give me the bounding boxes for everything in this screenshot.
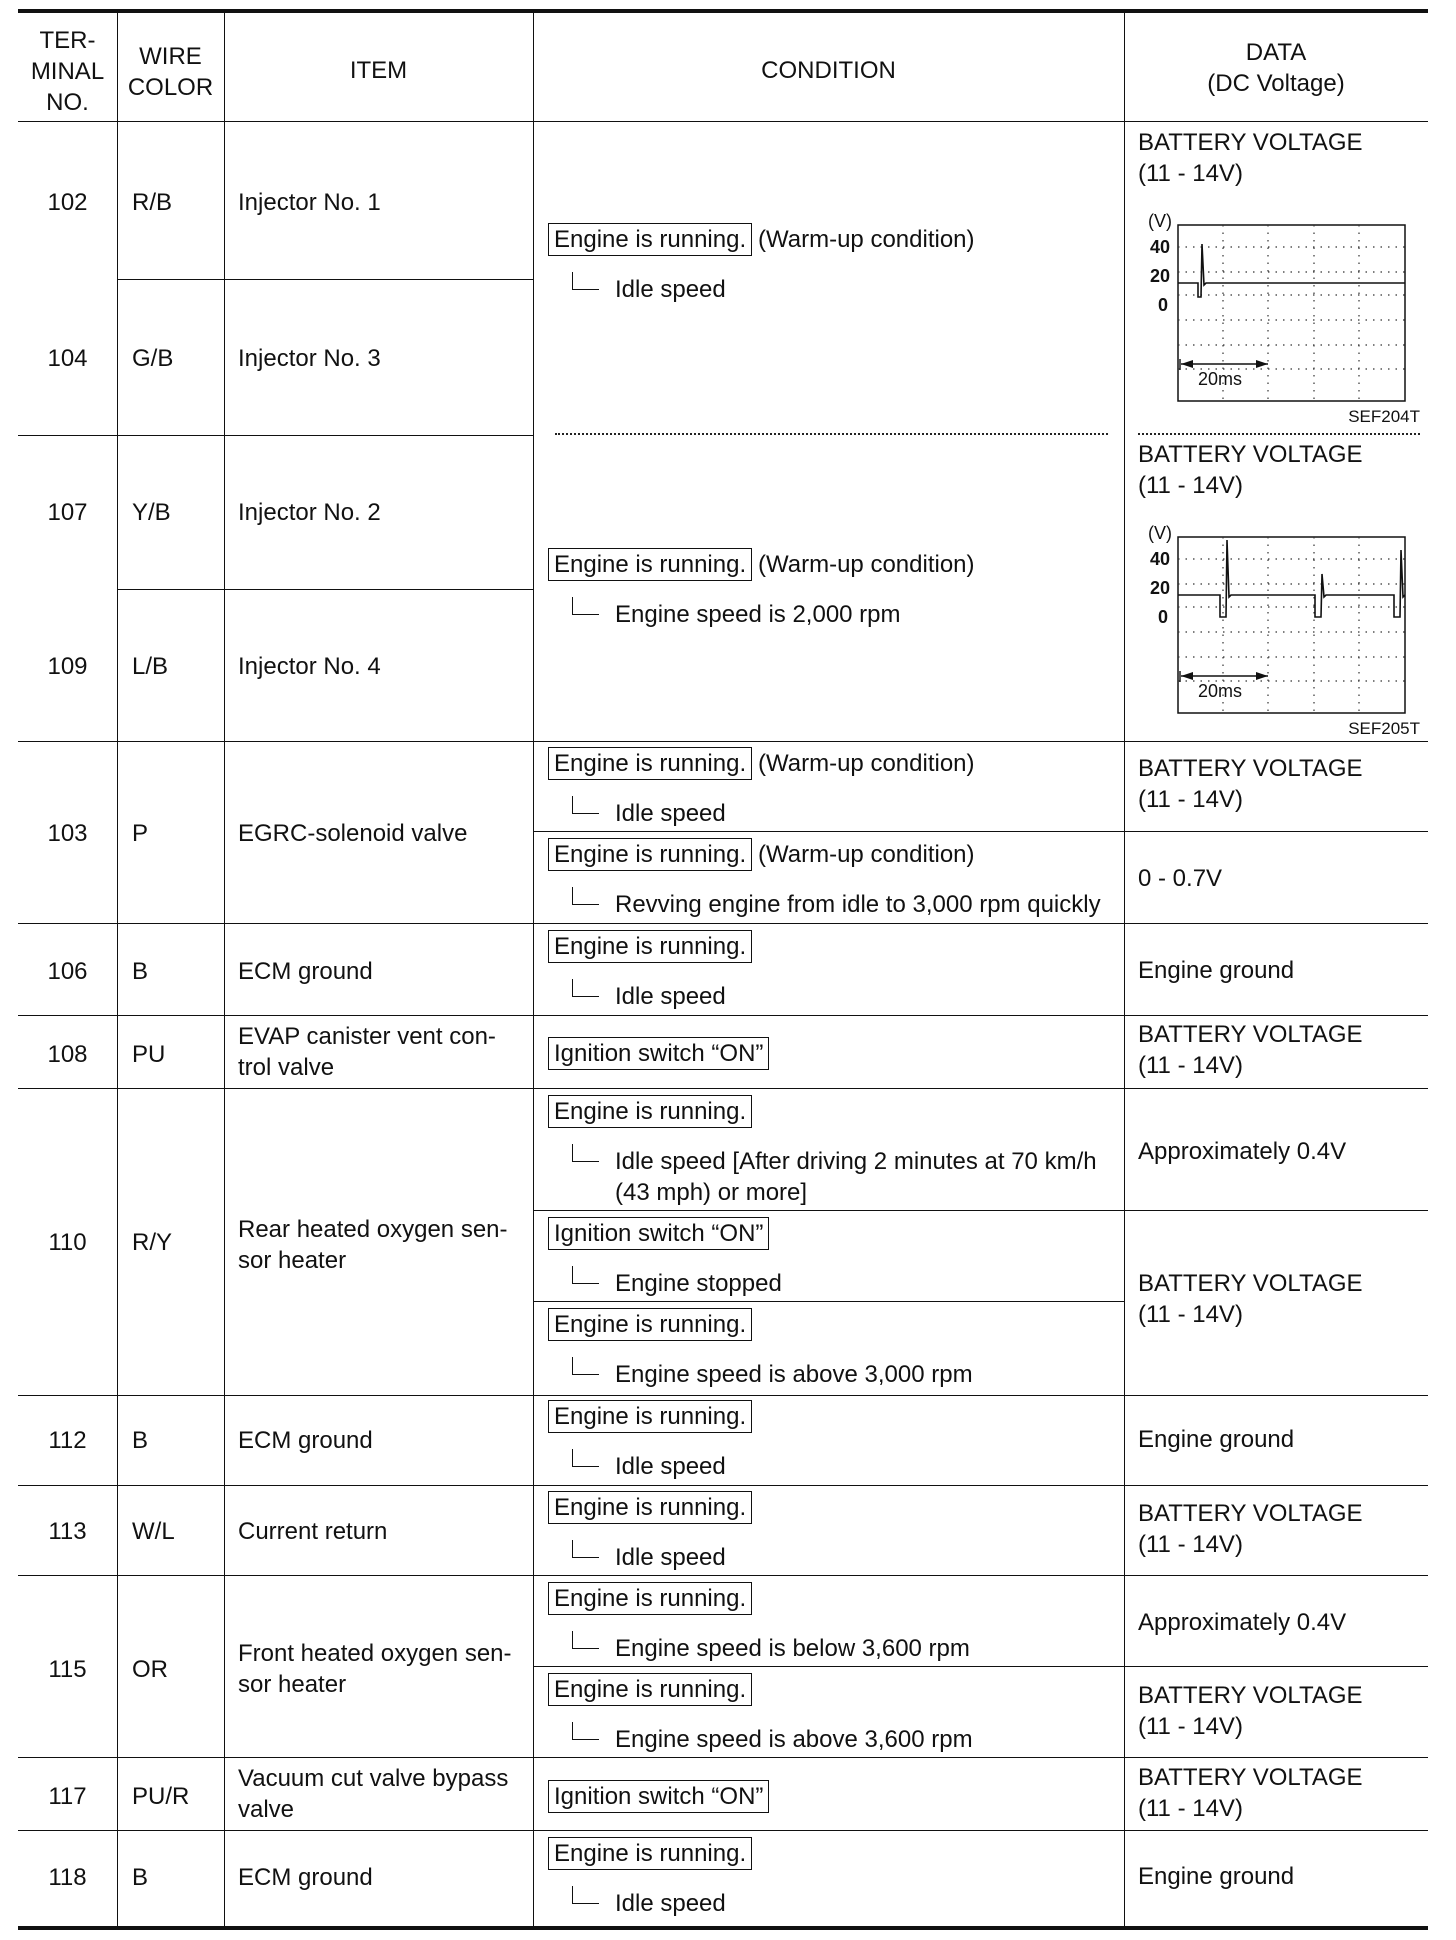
header-wire-l2: COLOR — [127, 74, 214, 101]
wire-112: B — [132, 1427, 149, 1454]
inj-cond1-warmup: (Warm-up condition) — [758, 226, 975, 253]
row-sep-110 — [18, 1088, 1428, 1089]
table-top-border — [18, 9, 1428, 13]
col-divider-2 — [224, 11, 225, 1926]
item-102: Injector No. 1 — [238, 189, 381, 216]
inj-data2-battery: BATTERY VOLTAGE — [1138, 441, 1363, 468]
terminal-104: 104 — [47, 345, 88, 372]
r113-cond-branch — [572, 1540, 599, 1558]
inj-cond1-branch — [572, 272, 599, 290]
scope-waveform-1 — [1138, 210, 1428, 428]
terminal-107: 107 — [47, 499, 88, 526]
item-113: Current return — [238, 1518, 388, 1545]
inj-data2-range: (11 - 14V) — [1138, 472, 1243, 499]
r112-cond-engine-running: Engine is running. — [548, 1400, 752, 1433]
r103-cond1-idle: Idle speed — [615, 800, 726, 827]
r103-cond2-sub: Revving engine from idle to 3,000 rpm quickly — [615, 891, 1101, 918]
item-110-l1: Rear heated oxygen sen- — [238, 1216, 508, 1243]
row-sep-106 — [18, 923, 1428, 924]
r115-cond2-engine-running: Engine is running. — [548, 1673, 752, 1706]
r115-data2-range: (11 - 14V) — [1138, 1713, 1243, 1740]
row110-subline-2 — [533, 1301, 1124, 1302]
col-divider-3 — [533, 11, 534, 1926]
terminal-108: 108 — [47, 1041, 88, 1068]
r110-cond1-branch — [572, 1144, 599, 1162]
inj-cond1-engine-running: Engine is running. — [548, 223, 752, 256]
item-112: ECM ground — [238, 1427, 373, 1454]
inj-cond2-branch — [572, 597, 599, 615]
inj-divider-condition — [555, 433, 1108, 435]
scope-2-time: 20ms — [1198, 681, 1243, 701]
r106-cond-engine-running: Engine is running. — [548, 930, 752, 963]
item-115-l1: Front heated oxygen sen- — [238, 1640, 512, 1667]
inj-line-2 — [18, 435, 533, 436]
r108-cond-ignition-on: Ignition switch “ON” — [548, 1037, 769, 1070]
wire-103: P — [132, 820, 149, 847]
scope-1-tick-40: 40 — [1150, 237, 1171, 257]
r115-cond2-sub: Engine speed is above 3,600 rpm — [615, 1726, 973, 1753]
r103-cond2-engine-running: Engine is running. — [548, 838, 752, 871]
row115-subline — [533, 1666, 1428, 1667]
r106-cond-idle: Idle speed — [615, 983, 726, 1010]
inj-cond1-idle: Idle speed — [615, 276, 726, 303]
scope-2-unit: (V) — [1148, 523, 1172, 543]
inj-data1-battery: BATTERY VOLTAGE — [1138, 129, 1363, 156]
inj-data1-range: (11 - 14V) — [1138, 160, 1243, 187]
header-terminal-l1: TER- — [39, 27, 96, 54]
terminal-118: 118 — [48, 1864, 87, 1891]
terminal-113: 113 — [48, 1518, 87, 1545]
wire-106: B — [132, 958, 149, 985]
header-wire-l1: WIRE — [139, 43, 202, 70]
r110-cond3-sub: Engine speed is above 3,000 rpm — [615, 1361, 973, 1388]
scope-1-time: 20ms — [1198, 369, 1243, 389]
r118-cond-branch — [572, 1886, 599, 1904]
scope-2-ref: SEF205T — [1348, 719, 1420, 738]
header-terminal-l3: NO. — [46, 89, 89, 116]
inj-cond2-speed: Engine speed is 2,000 rpm — [615, 601, 901, 628]
inj-cond2-warmup: (Warm-up condition) — [758, 551, 975, 578]
r103-data1-range: (11 - 14V) — [1138, 786, 1243, 813]
r110-cond3-branch — [572, 1357, 599, 1375]
r103-cond2-warmup: (Warm-up condition) — [758, 841, 975, 868]
scope-2-waveform — [1178, 540, 1405, 617]
item-103: EGRC-solenoid valve — [238, 820, 468, 847]
item-117-l2: valve — [238, 1796, 295, 1823]
r108-data-battery: BATTERY VOLTAGE — [1138, 1021, 1363, 1048]
r103-cond1-engine-running: Engine is running. — [548, 747, 752, 780]
terminal-103: 103 — [47, 820, 88, 847]
scope-1-arrowhead-right — [1256, 360, 1268, 368]
item-110-l2: sor heater — [238, 1247, 347, 1274]
r113-cond-idle: Idle speed — [615, 1544, 726, 1571]
r110-cond1-sub-l2: (43 mph) or more] — [615, 1179, 808, 1206]
wire-113: W/L — [132, 1518, 175, 1545]
item-107: Injector No. 2 — [238, 499, 381, 526]
scope-2-tick-40: 40 — [1150, 549, 1171, 569]
inj-line-3 — [117, 589, 533, 590]
table-bottom-border — [18, 1926, 1428, 1930]
scope-waveform-2 — [1138, 522, 1428, 740]
r115-data1: Approximately 0.4V — [1138, 1609, 1347, 1636]
r112-cond-idle: Idle speed — [615, 1453, 726, 1480]
r110-cond1-engine-running: Engine is running. — [548, 1095, 752, 1128]
r117-data-range: (11 - 14V) — [1138, 1795, 1243, 1822]
terminal-102: 102 — [47, 189, 88, 216]
r110-cond1-sub-l1: Idle speed [After driving 2 minutes at 70 km/h — [615, 1148, 1097, 1175]
wire-118: B — [132, 1864, 149, 1891]
scope-2-arrowhead-right — [1256, 672, 1268, 680]
inj-line-1 — [117, 279, 533, 280]
item-108-l1: EVAP canister vent con- — [238, 1023, 496, 1050]
header-data-l1: DATA — [1245, 39, 1307, 66]
terminal-110: 110 — [48, 1229, 87, 1256]
r113-cond-engine-running: Engine is running. — [548, 1491, 752, 1524]
header-condition: CONDITION — [761, 57, 896, 84]
r110-data2-battery: BATTERY VOLTAGE — [1138, 1270, 1363, 1297]
item-118: ECM ground — [238, 1864, 373, 1891]
scope-1-unit: (V) — [1148, 211, 1172, 231]
scope-1-svg — [1138, 210, 1428, 428]
r108-data-range: (11 - 14V) — [1138, 1052, 1243, 1079]
header-item: ITEM — [349, 57, 408, 84]
wire-115: OR — [132, 1656, 168, 1683]
row103-subline — [533, 831, 1428, 832]
row-sep-103 — [18, 741, 1428, 742]
item-109: Injector No. 4 — [238, 653, 381, 680]
r106-cond-branch — [572, 979, 599, 997]
r110-data1: Approximately 0.4V — [1138, 1138, 1347, 1165]
scope-2-tick-20: 20 — [1150, 578, 1171, 598]
item-106: ECM ground — [238, 958, 373, 985]
r118-cond-engine-running: Engine is running. — [548, 1837, 752, 1870]
r103-cond1-warmup: (Warm-up condition) — [758, 750, 975, 777]
item-117-l1: Vacuum cut valve bypass — [238, 1765, 509, 1792]
r112-cond-branch — [572, 1449, 599, 1467]
terminal-117: 117 — [48, 1783, 87, 1810]
scope-1-tick-20: 20 — [1150, 266, 1171, 286]
scope-1-waveform — [1178, 244, 1405, 297]
r110-cond2-sub: Engine stopped — [615, 1270, 782, 1297]
r103-cond2-branch — [572, 887, 599, 905]
r118-data: Engine ground — [1138, 1863, 1295, 1890]
r113-data-range: (11 - 14V) — [1138, 1531, 1243, 1558]
item-108-l2: trol valve — [238, 1054, 335, 1081]
col-divider-4 — [1124, 11, 1125, 1926]
r103-cond1-branch — [572, 796, 599, 814]
row-sep-118 — [18, 1830, 1428, 1831]
header-terminal-l2: MINAL — [30, 58, 105, 85]
r115-cond1-engine-running: Engine is running. — [548, 1582, 752, 1615]
r112-data: Engine ground — [1138, 1426, 1295, 1453]
scope-2-arrowhead-left — [1181, 672, 1193, 680]
item-115-l2: sor heater — [238, 1671, 347, 1698]
r115-cond1-branch — [572, 1631, 599, 1649]
wire-108: PU — [132, 1041, 166, 1068]
row-sep-117 — [18, 1757, 1428, 1758]
row-sep-115 — [18, 1575, 1428, 1576]
scope-2-svg — [1138, 522, 1428, 740]
header-bottom-border — [18, 121, 1428, 122]
r115-cond1-sub: Engine speed is below 3,600 rpm — [615, 1635, 970, 1662]
r117-data-battery: BATTERY VOLTAGE — [1138, 1764, 1363, 1791]
r115-data2-battery: BATTERY VOLTAGE — [1138, 1682, 1363, 1709]
scope-1-arrowhead-left — [1181, 360, 1193, 368]
inj-divider-data — [1138, 433, 1420, 435]
item-104: Injector No. 3 — [238, 345, 381, 372]
row-sep-113 — [18, 1485, 1428, 1486]
header-data-l2: (DC Voltage) — [1207, 70, 1345, 97]
wire-104: G/B — [132, 345, 174, 372]
r110-cond2-branch — [572, 1266, 599, 1284]
r103-data2: 0 - 0.7V — [1138, 865, 1223, 892]
r113-data-battery: BATTERY VOLTAGE — [1138, 1500, 1363, 1527]
scope-2-tick-0: 0 — [1158, 607, 1169, 627]
r115-cond2-branch — [572, 1722, 599, 1740]
r118-cond-idle: Idle speed — [615, 1890, 726, 1917]
wire-109: L/B — [132, 653, 169, 680]
r106-data: Engine ground — [1138, 957, 1295, 984]
r110-cond3-engine-running: Engine is running. — [548, 1308, 752, 1341]
wire-102: R/B — [132, 189, 173, 216]
r110-data2-range: (11 - 14V) — [1138, 1301, 1243, 1328]
inj-cond2-engine-running: Engine is running. — [548, 548, 752, 581]
col-divider-1 — [117, 11, 118, 1926]
r110-cond2-ignition-on: Ignition switch “ON” — [548, 1217, 769, 1250]
row-sep-108 — [18, 1015, 1428, 1016]
wire-117: PU/R — [132, 1783, 190, 1810]
terminal-112: 112 — [48, 1427, 87, 1454]
terminal-106: 106 — [47, 958, 88, 985]
terminal-115: 115 — [48, 1656, 87, 1683]
terminal-109: 109 — [47, 653, 88, 680]
r117-cond-ignition-on: Ignition switch “ON” — [548, 1780, 769, 1813]
scope-1-tick-0: 0 — [1158, 295, 1169, 315]
scope-1-ref: SEF204T — [1348, 407, 1420, 426]
row-sep-112 — [18, 1395, 1428, 1396]
wire-107: Y/B — [132, 499, 171, 526]
row110-subline-1 — [533, 1210, 1428, 1211]
r103-data1-battery: BATTERY VOLTAGE — [1138, 755, 1363, 782]
wire-110: R/Y — [132, 1229, 173, 1256]
